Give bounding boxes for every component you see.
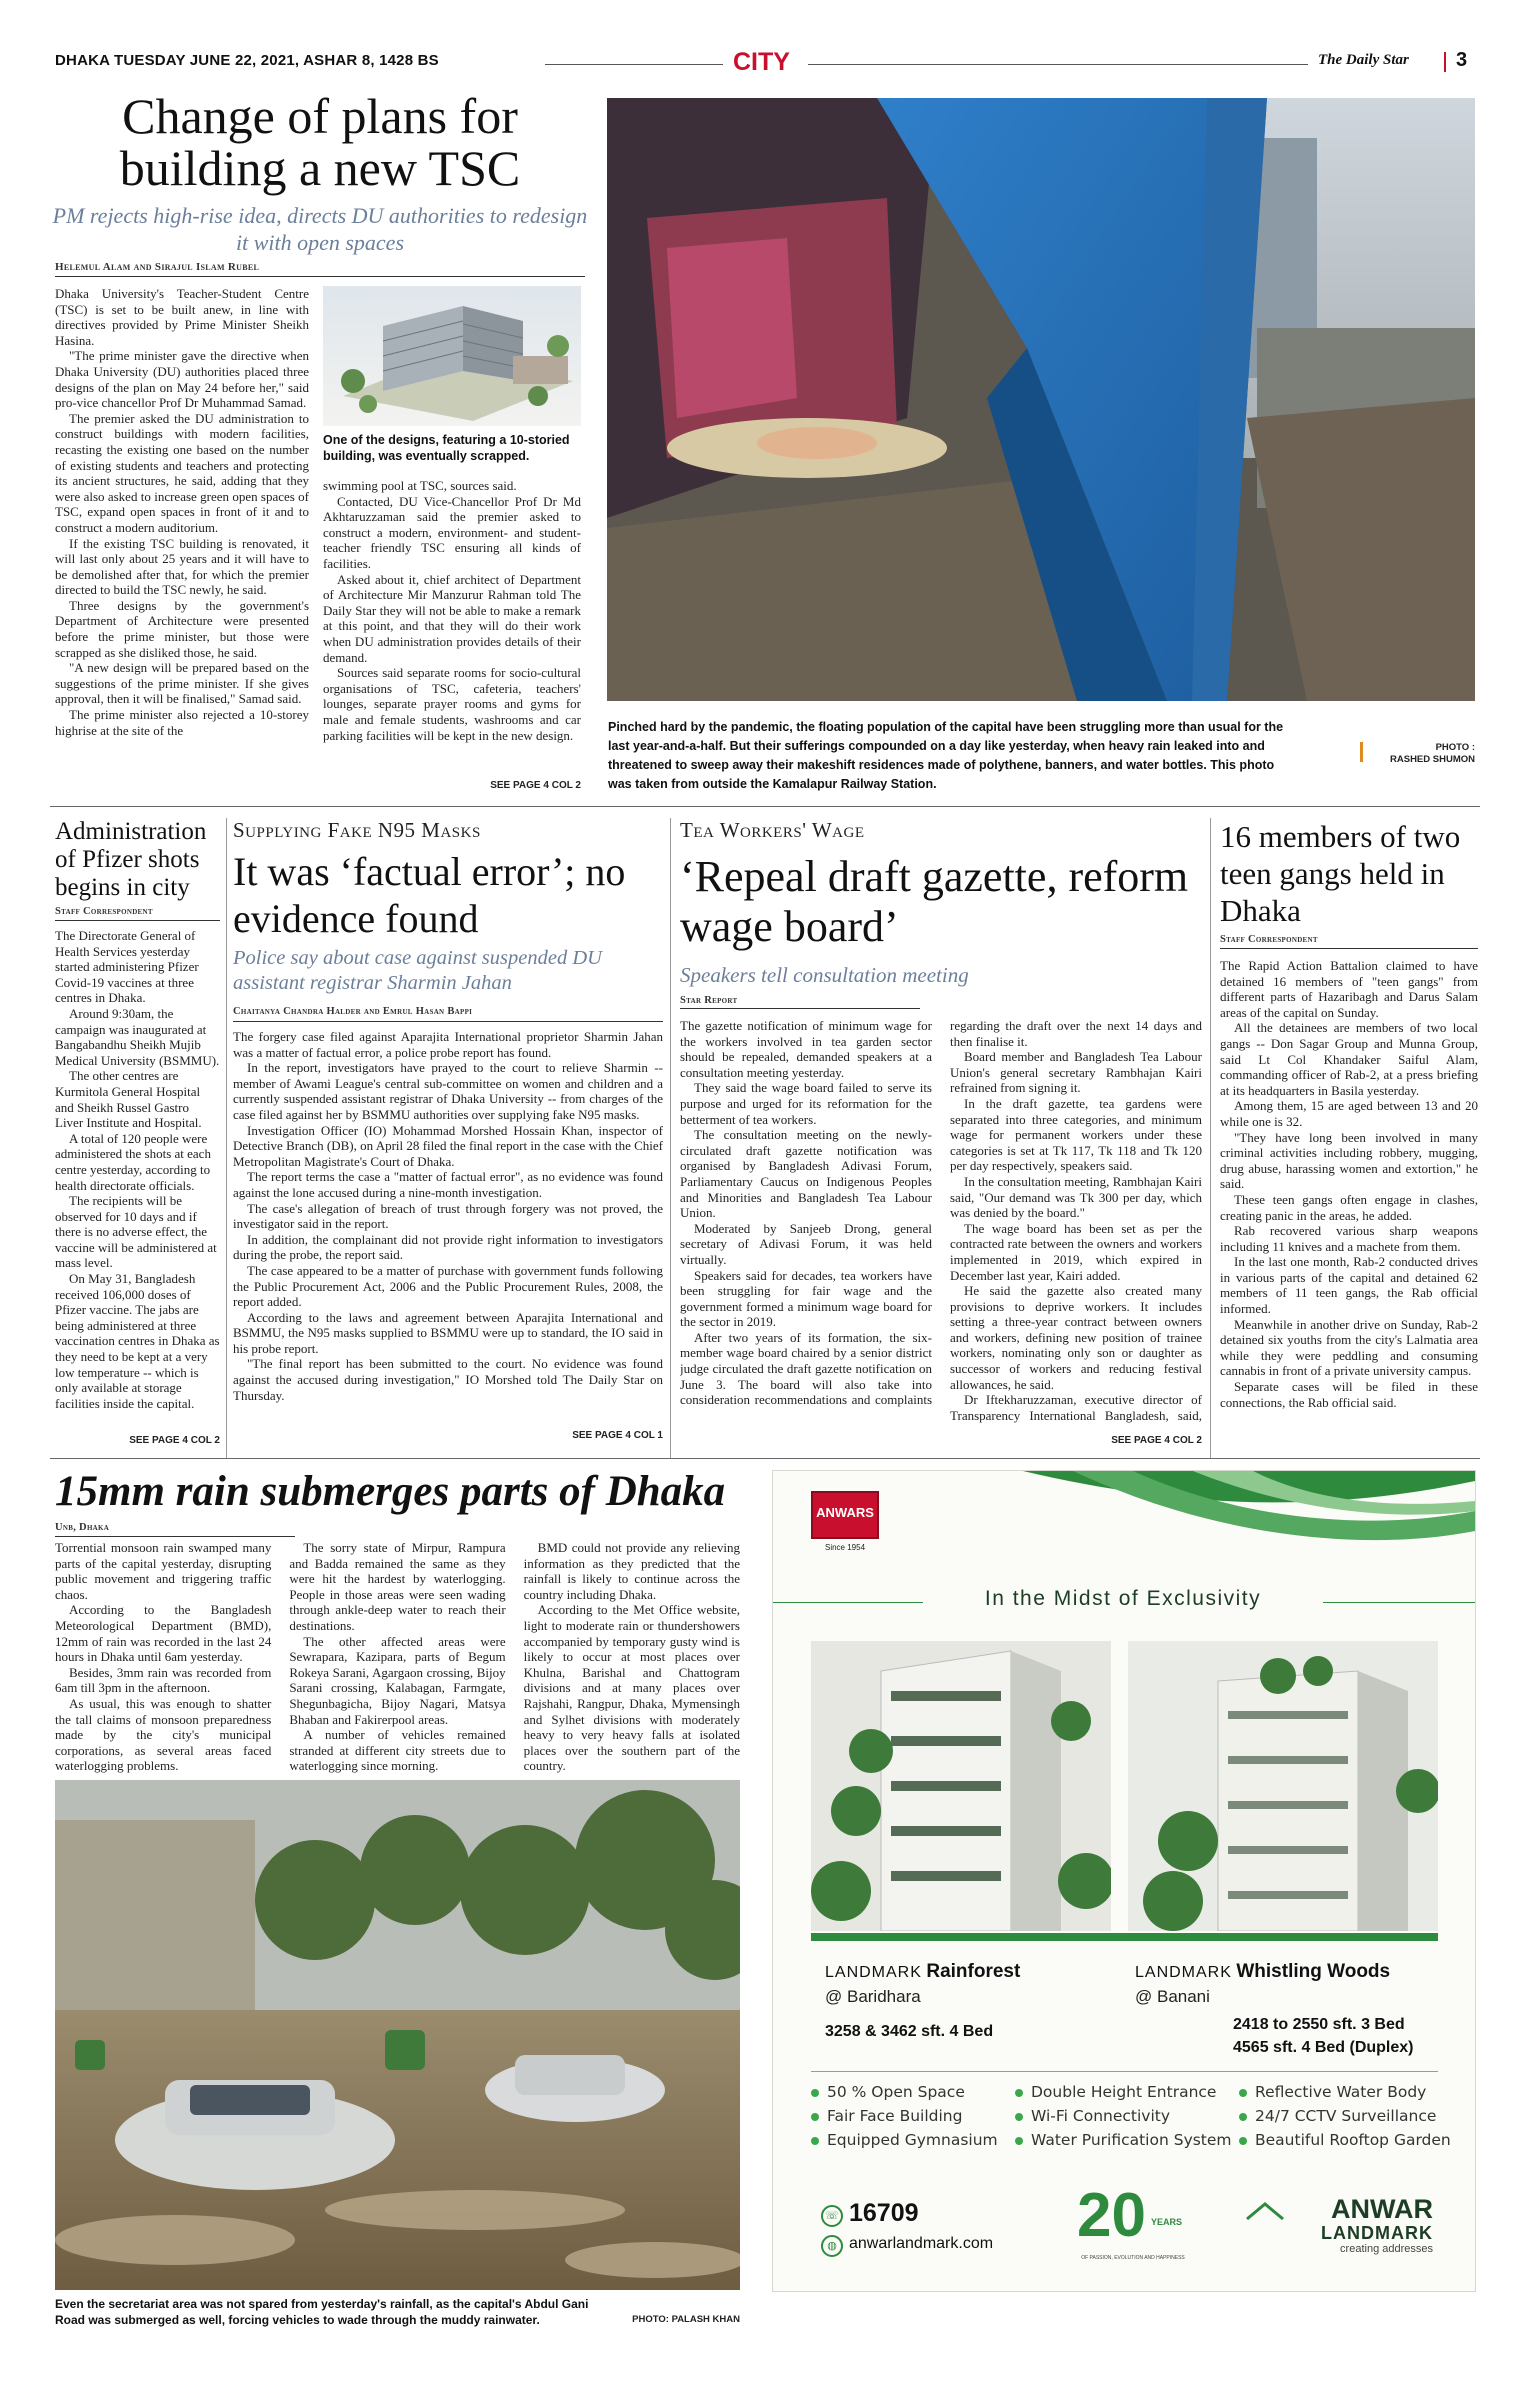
pfizer-byline-rule <box>55 920 220 921</box>
whistling-woods-prefix: LANDMARK <box>1135 1964 1232 1981</box>
column-rule <box>670 818 671 1458</box>
n95-para: The report terms the case a "matter of factual error", as no evidence was found against the lone accused during a nine-month investigation. <box>233 1169 663 1200</box>
anwar-landmark-ad[interactable] <box>772 1470 1476 2292</box>
bullet-dot-icon <box>811 2137 819 2145</box>
tsc-body-left <box>55 286 309 786</box>
wage-byline: Star Report <box>680 995 738 1006</box>
photo-credit-marker <box>1360 742 1363 762</box>
feature-label: 50 % Open Space <box>827 2083 965 2101</box>
rain-para: As usual, this was enough to shatter the tall claims of monsoon preparedness made by the city's municipal corporations, as several areas faced waterlogging problems. <box>55 1695 272 1774</box>
rain-body <box>55 1526 740 1774</box>
feature-label: 24/7 CCTV Surveillance <box>1255 2107 1437 2125</box>
n95-para: Investigation Officer (IO) Mohammad Morshed Hossain Khan, inspector of Detective Branch (DB), on April 28 filed the final report in the case with the Chief Metropolitan Magistrate's Court of Dhaka. <box>233 1122 663 1169</box>
rain-para: Torrential monsoon rain swamped many parts of the capital yesterday, disrupting public movement and triggering traffic chaos. <box>55 1540 272 1602</box>
feature-item <box>811 2131 998 2149</box>
rain-headline: 15mm rain submerges parts of Dhaka <box>55 1468 726 1515</box>
anniversary-number: 20 <box>1077 2181 1146 2250</box>
header-rule-left <box>545 64 723 65</box>
gang-para: In the last one month, Rab-2 conducted drives in various parts of the capital and detained 62 members of 11 teen gangs, the Rab official informed. <box>1220 1254 1478 1317</box>
gang-para: These teen gangs often engage in clashes, creating panic in the areas, he added. <box>1220 1191 1478 1223</box>
n95-see-page: SEE PAGE 4 COL 1 <box>572 1430 663 1441</box>
tsc-para: "The prime minister gave the directive when Dhaka University (DU) authorities placed three designs of the plan on May 24 before her," said pro-vice chancellor Prof Dr Muhammad Samad. <box>55 348 309 411</box>
tent-scene-graphic <box>607 98 1475 701</box>
n95-para: According to the laws and agreement between Aparajita International and BSMMU, the N95 masks supplied to BSMMU were up to standard, the IO said in his probe report. <box>233 1309 663 1356</box>
waterlogging-photo <box>55 1780 740 2290</box>
gang-headline: 16 members of two teen gangs held in Dhaka <box>1220 819 1461 928</box>
rain-photo-caption: Even the secretariat area was not spared from yesterday's rainfall, as the capital's Abdul Gani Road was submerged as well, forcing vehicles to wade through the muddy rainwater. <box>55 2297 589 2327</box>
column-rule <box>226 818 227 1458</box>
wage-see-page: SEE PAGE 4 COL 2 <box>1111 1435 1202 1446</box>
tsc-headline: Change of plans for building a new TSC <box>119 88 521 196</box>
n95-para: "The final report has been submitted to the court. No evidence was found against the accused during investigation," IO Morshed told The Daily Star on Thursday. <box>233 1356 663 1403</box>
wage-byline-rule <box>680 1008 920 1009</box>
feature-item <box>1015 2131 1232 2149</box>
wage-para: Speakers said for decades, tea workers have been struggling for fair wage and the government formed a minimum wage board for the sector in 2019. <box>680 1267 932 1330</box>
bullet-dot-icon <box>811 2089 819 2097</box>
pfizer-para: A total of 120 people were administered the shots at each centre yesterday, according to health directorate officials. <box>55 1130 211 1193</box>
anniversary-line: OF PASSION, EVOLUTION AND HAPPINESS <box>1081 2255 1185 2261</box>
rain-para: Besides, 3mm rain was recorded from 6am till 3pm in the afternoon. <box>55 1664 272 1696</box>
rain-para: The other affected areas were Sewrapara, Kazipara, parts of Begum Rokeya Sarani, Agargaon crossing, Bijoy Sarani crossing, Kalabagan, Farmgate, Shegunbagicha, Bijoy Nagari, Matsya Bhaban and Fakirerpool areas. <box>289 1633 506 1727</box>
bullet-dot-icon <box>1015 2089 1023 2097</box>
whistling-woods-name: Whistling Woods <box>1236 1961 1391 1982</box>
section-label: CITY <box>733 48 790 76</box>
hotline-number[interactable]: 16709 <box>849 2199 919 2227</box>
wage-para: In the draft gazette, tea gardens were separated into three categories, and minimum wage for permanent workers under these categories is set at Tk 117, Tk 118 and Tk 120 per day respectively, speakers said. <box>950 1095 1202 1174</box>
feature-item <box>1015 2107 1232 2125</box>
gang-para: Among them, 15 are aged between 13 and 20 while one is 32. <box>1220 1098 1478 1129</box>
hotline-phone-icon: ☏ <box>821 2205 843 2227</box>
ad-green-band <box>811 1933 1438 1941</box>
gang-para: "They have long been involved in many criminal activities including robbery, mugging, drug abuse, harassing women and extortion," he said. <box>1220 1129 1478 1192</box>
wage-para: After two years of its formation, the six-member wage board chaired by a senior district judge circulated the draft gazette notification on June 3. The board will also take into consideration recommendations and complaints regarding the draft over the next 14 days and then finalise it. <box>680 1018 1202 1408</box>
feature-label: Fair Face Building <box>827 2107 963 2125</box>
rainforest-size: 3258 & 3462 sft. 4 Bed <box>825 2023 994 2040</box>
logo-line-2: LANDMARK <box>1321 2223 1433 2243</box>
gang-para: Rab recovered various sharp weapons including 11 knives and a machete from them. <box>1220 1223 1478 1254</box>
tsc-body-right <box>323 478 581 778</box>
gang-para: Meanwhile in another drive on Sunday, Rab-2 detained six youths from the city's Lalmatia area while they were peddling and consuming cannabis in front of a private university campus. <box>1220 1316 1478 1379</box>
rainforest-prefix: LANDMARK <box>825 1964 922 1981</box>
feature-item <box>1015 2083 1232 2101</box>
whistling-woods-size-1: 2418 to 2550 sft. 3 Bed <box>1233 2016 1405 2033</box>
bullet-dot-icon <box>1239 2089 1247 2097</box>
feature-label: Reflective Water Body <box>1255 2083 1427 2101</box>
n95-byline-rule <box>233 1021 663 1022</box>
wage-para: Dr Iftekharuzzaman, executive director of Transparency International Bangladesh, said, <box>950 1392 1202 1423</box>
tsc-byline: Helemul Alam and Sirajul Islam Rubel <box>55 261 260 273</box>
pfizer-see-page: SEE PAGE 4 COL 2 <box>129 1435 220 1446</box>
gang-body <box>1220 958 1478 1448</box>
n95-para: The case's allegation of breach of trust through forgery was not proved, the investigator said in the report. <box>233 1200 663 1232</box>
tsc-para: Contacted, DU Vice-Chancellor Prof Dr Md Akhtaruzzaman said the premier asked to construct a modern, environment- and student-teacher friendly TSC ensuring all kinds of facilities. <box>323 493 581 571</box>
wage-para: The consultation meeting on the newly-circulated draft gazette notification was organised by Bangladesh Adivasi Forum, Parliamentary Caucus on Indigenous Peoples and Minorities and Bangladesh Tea Labour Union. <box>680 1127 932 1221</box>
section-divider-bottom <box>50 1458 1480 1459</box>
anwars-since: Since 1954 <box>824 1543 866 1552</box>
gang-para: All the detainees are members of two local gangs -- Don Sagar Group and Munna Group, said Lt Col Khandaker Saiful Alam, commanding officer of Rab-2, at a press briefing at its headquarters in Basila yesterday. <box>1220 1020 1478 1098</box>
web-globe-icon: ◍ <box>821 2235 843 2257</box>
wage-para: The wage board has been set as per the contracted rate between the owners and workers implemented in 2019, which expired in December last year, Kairi added. <box>950 1220 1202 1283</box>
n95-para: The forgery case filed against Aparajita International proprietor Sharmin Jahan was a matter of factual error, a police probe report has found. <box>233 1029 663 1060</box>
pfizer-byline: Staff Correspondent <box>55 906 153 917</box>
anniversary-word: YEARS <box>1151 2217 1183 2227</box>
building-render-graphic <box>323 286 581 426</box>
anniversary-badge <box>1073 2183 1193 2273</box>
logo-tagline: creating addresses <box>1340 2243 1433 2255</box>
pfizer-para: On May 31, Bangladesh received 106,000 doses of Pfizer vaccine. The jabs are being administered at three vaccination centres in Dhaka as they need to be kept at a very low temperature -- which is only available at storage facilities inside the capital. <box>55 1271 220 1411</box>
tsc-para: If the existing TSC building is renovated, it will last only about 25 years and it will have to be demolished after that, for which the premier directed to build the TSC newly, he said. <box>55 535 309 598</box>
pfizer-body <box>55 928 220 1430</box>
landmark-roof-icon <box>1245 2201 1285 2221</box>
pfizer-para: The other centres are Kurmitola General Hospital and Sheikh Russel Gastro Liver Institute and Hospital. <box>55 1068 202 1131</box>
wage-deck: Speakers tell consultation meeting <box>680 963 969 987</box>
n95-kicker: Supplying Fake N95 Masks <box>233 818 481 842</box>
tsc-para: Three designs by the government's Department of Architecture were presented before the prime minister, but those were scrapped as she disliked those, he said. <box>55 597 309 660</box>
gang-byline: Staff Correspondent <box>1220 934 1318 945</box>
n95-para: In the report, investigators have prayed to the court to relieve Sharmin -- member of Awami League's central sub-committee on women and children and a currently suspended assistant registrar of Dhaka University -- from charges of the case filed against her by BSMMU authorities over supplying fake N95 masks. <box>233 1060 663 1122</box>
n95-headline: It was ‘factual error’; no evidence found <box>233 849 626 941</box>
anwars-badge <box>811 1491 879 1539</box>
wage-para: They said the wage board failed to serve its purpose and urged for its reformation for the betterment of tea workers. <box>680 1080 932 1127</box>
n95-body <box>233 1029 663 1429</box>
feature-item <box>1239 2131 1451 2149</box>
logo-line-1: ANWAR <box>1331 2194 1433 2224</box>
page-number: 3 <box>1456 49 1468 71</box>
rainforest-building-graphic <box>811 1641 1111 1931</box>
tsc-see-page: SEE PAGE 4 COL 2 <box>490 780 581 791</box>
pfizer-para: The Directorate General of Health Services yesterday started administering Pfizer Covid-19 vaccines at three centres in Dhaka. <box>55 928 199 1006</box>
tsc-para: The premier asked the DU administration to construct buildings with modern facilities, recasting the existing one based on the number of existing students and teachers and protecting its ancient structures, he said, adding that they were also asked to increase green open spaces of TSC, expand open spaces in front of it and to construct a modern auditorium. <box>55 410 309 535</box>
tsc-para: "A new design will be prepared based on the suggestions of the prime minister. If she gives approval, then it will be finalised," Samad said. <box>55 660 309 707</box>
bullet-dot-icon <box>1239 2113 1247 2121</box>
pfizer-headline: Administration of Pfizer shots begins in city <box>55 818 207 901</box>
top-photo-credit-name: RASHED SHUMON <box>1390 754 1475 765</box>
rain-para: According to the Bangladesh Meteorological Department (BMD), 12mm of rain was recorded in the last 24 hours in Dhaka until 6am yesterday. <box>55 1602 272 1665</box>
column-rule <box>1210 818 1211 1458</box>
ad-features-rule <box>811 2071 1438 2072</box>
feature-label: Wi-Fi Connectivity <box>1031 2107 1171 2125</box>
n95-byline: Chaitanya Chandra Halder and Emrul Hasan Bappi <box>233 1006 473 1017</box>
pfizer-para: Around 9:30am, the campaign was inaugurated at Bangabandhu Sheikh Mujib Medical University (BSMMU). <box>55 1005 220 1068</box>
wage-para: In the consultation meeting, Rambhajan Kairi said, "Our demand was Tk 300 per day, which was denied by the board." <box>950 1173 1202 1221</box>
floating-population-photo <box>607 98 1475 701</box>
top-photo-credit-label: PHOTO : <box>1435 742 1475 753</box>
flooded-road-graphic <box>55 1780 740 2290</box>
page-number-divider <box>1444 52 1446 72</box>
tsc-para: The prime minister also rejected a 10-storey highrise at the site of the <box>55 707 309 738</box>
rainforest-location: @ Baridhara <box>825 1987 921 2006</box>
bullet-dot-icon <box>811 2113 819 2121</box>
feature-item <box>1239 2083 1451 2101</box>
n95-para: The case appeared to be a matter of purchase with government funds following the Public Procurement Act, 2006 and the Public Procurement Rules, 2008, the report added. <box>233 1262 663 1310</box>
n95-para: In addition, the complainant did not provide right information to investigators during the probe, the report said. <box>233 1231 663 1263</box>
rain-para: BMD could not provide any relieving information as they predicted that the rainfall is likely to continue across the country including Dhaka. <box>523 1540 740 1602</box>
feature-label: Beautiful Rooftop Garden <box>1255 2131 1451 2149</box>
rain-photo-credit-label: PHOTO: <box>632 2314 669 2325</box>
bullet-dot-icon <box>1239 2137 1247 2145</box>
rainforest-name: Rainforest <box>926 1961 1021 1982</box>
feature-label: Equipped Gymnasium <box>827 2131 998 2149</box>
tsc-byline-rule <box>55 276 585 277</box>
header-rule-right <box>808 64 1308 65</box>
wage-para: He said the gazette also created many provisions to deprive workers. It includes setting a three-year contract between owners and workers, defining new position of trainee workers, nominating only son or daughter as successor of workers and reducing festival allowances, he said. <box>950 1283 1202 1392</box>
n95-deck: Police say about case against suspended DU assistant registrar Sharmin Jahan <box>233 947 602 994</box>
gang-byline-rule <box>1220 948 1478 949</box>
rain-photo-credit-name: PALASH KHAN <box>671 2314 740 2325</box>
rainforest-title <box>825 1961 1020 1983</box>
tsc-deck: PM rejects high-rise idea, directs DU authorities to redesign it with open spaces <box>52 203 588 255</box>
gang-para: The Rapid Action Battalion claimed to have detained 16 members of "teen gangs" from different parts of Hazaribagh and Darus Salam areas of the capital on Sunday. <box>1220 958 1478 1020</box>
feature-label: Double Height Entrance <box>1031 2083 1217 2101</box>
rain-para: According to the Met Office website, light to moderate rain or thundershowers accompanied by temporary gusty wind is likely to occur at most places over Khulna, Barishal and Chattogram divisions and at many places over Rajshahi, Rangpur, Dhaka, Mymensingh and Sylhet divisions with moderately heavy to very heavy falls at isolated places over the southern part of the country. <box>523 1602 740 1774</box>
tsc-design-render <box>323 286 581 426</box>
bullet-dot-icon <box>1015 2137 1023 2145</box>
whistling-woods-size-2: 4565 sft. 4 Bed (Duplex) <box>1233 2039 1414 2056</box>
dateline: DHAKA TUESDAY JUNE 22, 2021, ASHAR 8, 1428 BS <box>55 52 439 69</box>
tsc-para: swimming pool at TSC, sources said. <box>323 478 517 493</box>
ad-tagline: In the Midst of Exclusivity <box>923 1587 1323 1611</box>
tsc-para: Asked about it, chief architect of Department of Architecture Mir Manzurur Rahman told The Daily Star they will not be able to make a remark at this point, and that they will do their work when DU administration provides details of their demand. <box>323 571 581 665</box>
feature-item <box>811 2083 998 2101</box>
anwar-landmark-logo <box>1283 2195 1433 2255</box>
tsc-image-caption: One of the designs, featuring a 10-storied building, was eventually scrapped. <box>323 433 570 463</box>
top-photo-caption: Pinched hard by the pandemic, the floating population of the capital have been struggling more than usual for the last year-and-a-half. But their sufferings compounded on a day like yesterday, when heavy rain leaked into and threatened to sweep away their makeshift residences made of polythene, banners, and water bottles. This photo was taken from outside the Kamalapur Railway Station. <box>608 720 1284 791</box>
bullet-dot-icon <box>1015 2113 1023 2121</box>
whistling-woods-render <box>1128 1641 1438 1931</box>
whistling-woods-building-graphic <box>1128 1641 1438 1931</box>
rain-byline: Unb, Dhaka <box>55 1522 110 1533</box>
tsc-para: Sources said separate rooms for socio-cultural organisations of TSC, cafeteria, teachers' lounges, separate prayer rooms and gyms for male and female students, washrooms and car parking facilities will be kept in the new design. <box>323 665 581 743</box>
rain-photo-credit <box>600 2314 740 2326</box>
tsc-para: Dhaka University's Teacher-Student Centre (TSC) is set to be built anew, in line with directives provided by Prime Minister Sheikh Hasina. <box>55 286 309 348</box>
feature-label: Water Purification System <box>1031 2131 1232 2149</box>
anwars-badge-text: ANWARS <box>816 1505 874 1520</box>
masthead-logo: The Daily Star <box>1318 52 1409 68</box>
feature-item <box>1239 2107 1451 2125</box>
wage-kicker: Tea Workers' Wage <box>680 818 865 842</box>
feature-column-1 <box>811 2083 998 2155</box>
whistling-woods-location: @ Banani <box>1135 1987 1210 2006</box>
pfizer-para: The recipients will be observed for 10 days and if there is no adverse effect, the vaccine will be administered at mass level. <box>55 1193 217 1271</box>
wage-body <box>680 1018 1202 1430</box>
wage-para: Board member and Bangladesh Tea Labour Union's general secretary Rambhajan Kairi refrained from signing it. <box>950 1049 1202 1096</box>
feature-column-3 <box>1239 2083 1451 2155</box>
feature-column-2 <box>1015 2083 1232 2155</box>
wage-para: The gazette notification of minimum wage for the workers involved in tea garden sector should be repealed, demanded speakers at a consultation meeting yesterday. <box>680 1018 932 1080</box>
wage-para: Moderated by Sanjeeb Drong, general secretary of Adivasi Forum, it was held virtually. <box>680 1220 932 1267</box>
section-divider-top <box>50 806 1480 807</box>
feature-item <box>811 2107 998 2125</box>
top-photo-credit <box>1370 742 1475 766</box>
rain-para: The sorry state of Mirpur, Rampura and Badda remained the same as they were hit the hardest by waterlogging. People in those areas were seen wading through ankle-deep water to reach their destinations. <box>289 1540 506 1633</box>
wage-headline: ‘Repeal draft gazette, reform wage board’ <box>680 852 1189 951</box>
rainforest-render <box>811 1641 1111 1931</box>
whistling-woods-title <box>1135 1961 1390 1983</box>
gang-para: Separate cases will be filed in these connections, the Rab official said. <box>1220 1379 1478 1410</box>
website-link[interactable]: anwarlandmark.com <box>849 2235 994 2252</box>
rain-para: A number of vehicles remained stranded at different city streets due to waterlogging since morning. <box>289 1727 506 1774</box>
